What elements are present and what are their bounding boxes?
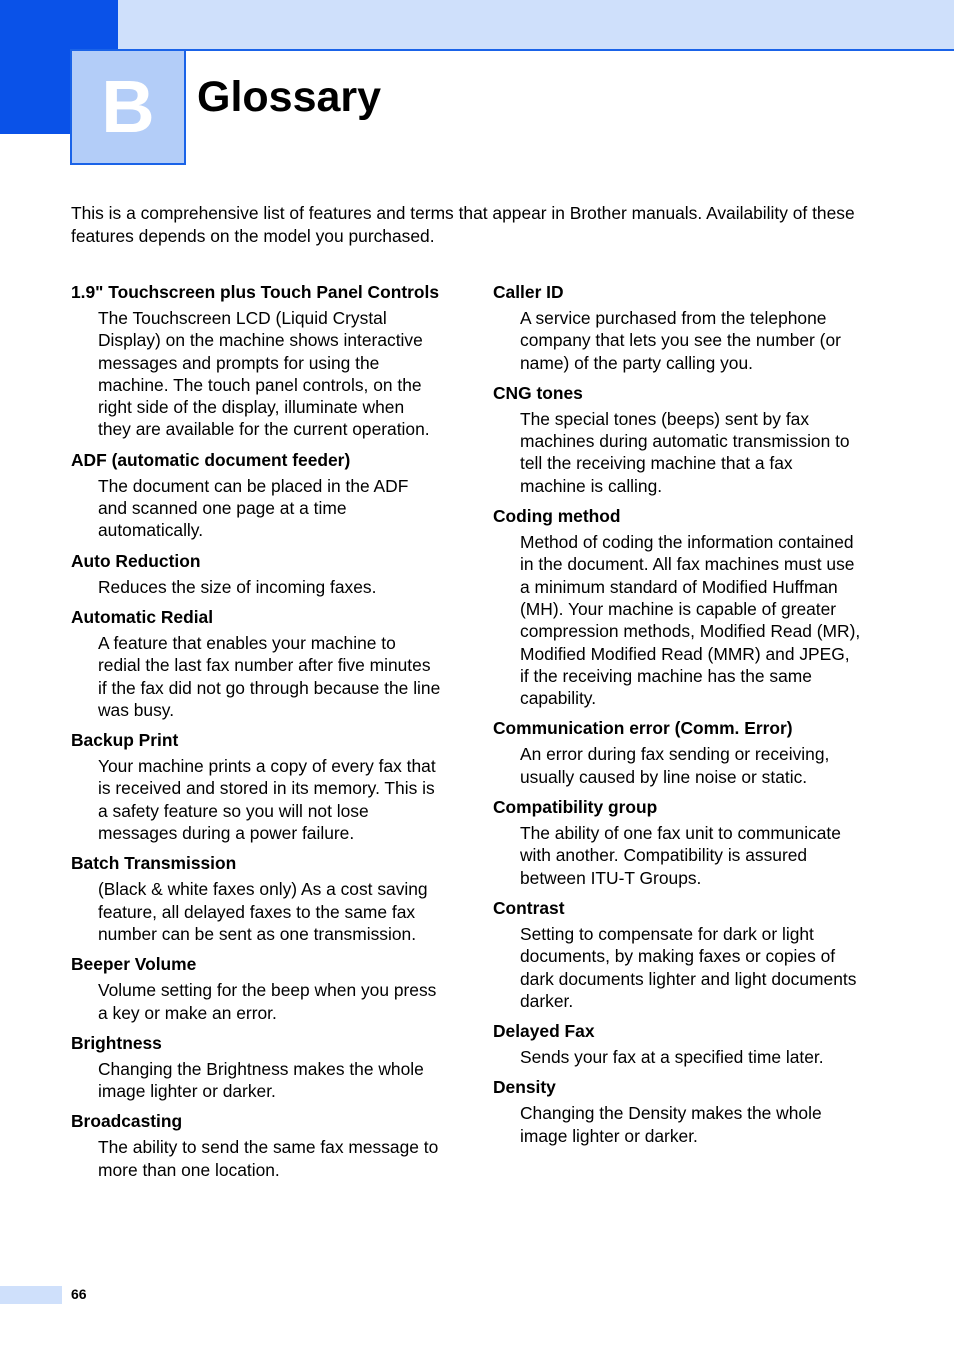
- glossary-definition: Your machine prints a copy of every fax that is received and stored in its memory. This is a safety feature so you will not lose messages during a power failure.: [98, 756, 436, 844]
- glossary-term: Communication error (Comm. Error): [493, 718, 793, 739]
- glossary-definition: The document can be placed in the ADF and scanned one page at a time automatically.: [98, 475, 409, 541]
- glossary-definition: The ability of one fax unit to communicate with another. Compatibility is assured between ITU-T Groups.: [520, 823, 841, 888]
- glossary-entry: [71, 852, 441, 945]
- glossary-definition: Sends your fax at a specified time later.: [520, 1047, 824, 1068]
- glossary-term: Delayed Fax: [493, 1021, 595, 1042]
- glossary-entry: [493, 897, 863, 1012]
- chapter-letter: B: [101, 65, 155, 148]
- glossary-definition: (Black & white faxes only) As a cost saving feature, all delayed faxes to the same fax number can be sent as one transmission.: [98, 879, 428, 944]
- glossary-term: ADF (automatic document feeder): [71, 449, 351, 470]
- glossary-term: Beeper Volume: [71, 954, 197, 975]
- glossary-term: Compatibility group: [493, 797, 658, 818]
- glossary-definition: The special tones (beeps) sent by fax machines during automatic transmission to tell the receiving machine that a fax machine is calling.: [520, 408, 850, 496]
- glossary-definition: An error during fax sending or receiving, usually caused by line noise or static.: [520, 744, 830, 787]
- glossary-entry: [71, 1110, 441, 1181]
- glossary-definition: The ability to send the same fax message to more than one location.: [98, 1137, 439, 1180]
- glossary-definition: Method of coding the information contained in the document. All fax machines must use a minimum standard of Modified Huffman (MH). Your machine is capable of greater compression methods, Modified Read (MR), Modified Modified Read (MMR) and JPEG, if the receiving machine has the same capability.: [520, 532, 861, 709]
- glossary-term: Coding method: [493, 506, 621, 527]
- glossary-definition: Reduces the size of incoming faxes.: [98, 576, 377, 597]
- glossary-left-column: [71, 281, 441, 1189]
- intro-paragraph: This is a comprehensive list of features and terms that appear in Brother manuals. Availability of these features depends on the model you purchased.: [71, 203, 855, 246]
- glossary-term: CNG tones: [493, 382, 583, 403]
- page-title: Glossary: [197, 73, 382, 121]
- glossary-entry: [493, 382, 863, 497]
- glossary-term: Backup Print: [71, 730, 179, 751]
- glossary-term: Batch Transmission: [71, 853, 237, 874]
- glossary-definition: Volume setting for the beep when you press a key or make an error.: [98, 980, 437, 1023]
- glossary-term: Caller ID: [493, 282, 564, 302]
- glossary-entry: [71, 1032, 441, 1103]
- glossary-definition: Changing the Density makes the whole image lighter or darker.: [520, 1103, 822, 1146]
- glossary-entry: [71, 550, 441, 598]
- glossary-definition: A feature that enables your machine to redial the last fax number after five minutes if the fax did not go through because the line was busy.: [98, 632, 441, 720]
- glossary-entry: [71, 449, 441, 542]
- glossary-term: Broadcasting: [71, 1111, 183, 1132]
- glossary-term: Contrast: [493, 897, 565, 918]
- glossary-definition: Changing the Brightness makes the whole image lighter or darker.: [98, 1058, 424, 1102]
- glossary-term: Auto Reduction: [71, 550, 201, 571]
- glossary-definition: A service purchased from the telephone company that lets you see the number (or name) of the party calling you.: [520, 308, 841, 373]
- header-band: [118, 0, 954, 51]
- glossary-entry: [71, 953, 441, 1024]
- glossary-entry: [493, 796, 863, 889]
- glossary-entry: [71, 606, 441, 721]
- glossary-term: Brightness: [71, 1032, 162, 1053]
- glossary-entry: [71, 281, 441, 441]
- glossary-entry: [493, 717, 863, 788]
- glossary-term: 1.9" Touchscreen plus Touch Panel Controls: [71, 282, 440, 302]
- glossary-term: Automatic Redial: [71, 606, 214, 627]
- glossary-definition: Setting to compensate for dark or light documents, by making faxes or copies of dark documents lighter and light documents darker.: [520, 923, 857, 1011]
- glossary-definition: The Touchscreen LCD (Liquid Crystal Display) on the machine shows interactive messages and prompts for using the machine. The touch panel controls, on the right side of the display, illuminate when they are available for the current operation.: [98, 308, 430, 440]
- glossary-entry: [493, 281, 863, 374]
- page-number: 66: [71, 1286, 87, 1302]
- chapter-badge: [70, 49, 186, 165]
- glossary-right-column: [493, 281, 863, 1155]
- glossary-entry: [71, 729, 441, 844]
- footer-bar: [0, 1286, 62, 1304]
- glossary-term: Density: [493, 1077, 556, 1098]
- glossary-entry: [493, 1076, 863, 1147]
- glossary-entry: [493, 1020, 863, 1068]
- glossary-entry: [493, 505, 863, 709]
